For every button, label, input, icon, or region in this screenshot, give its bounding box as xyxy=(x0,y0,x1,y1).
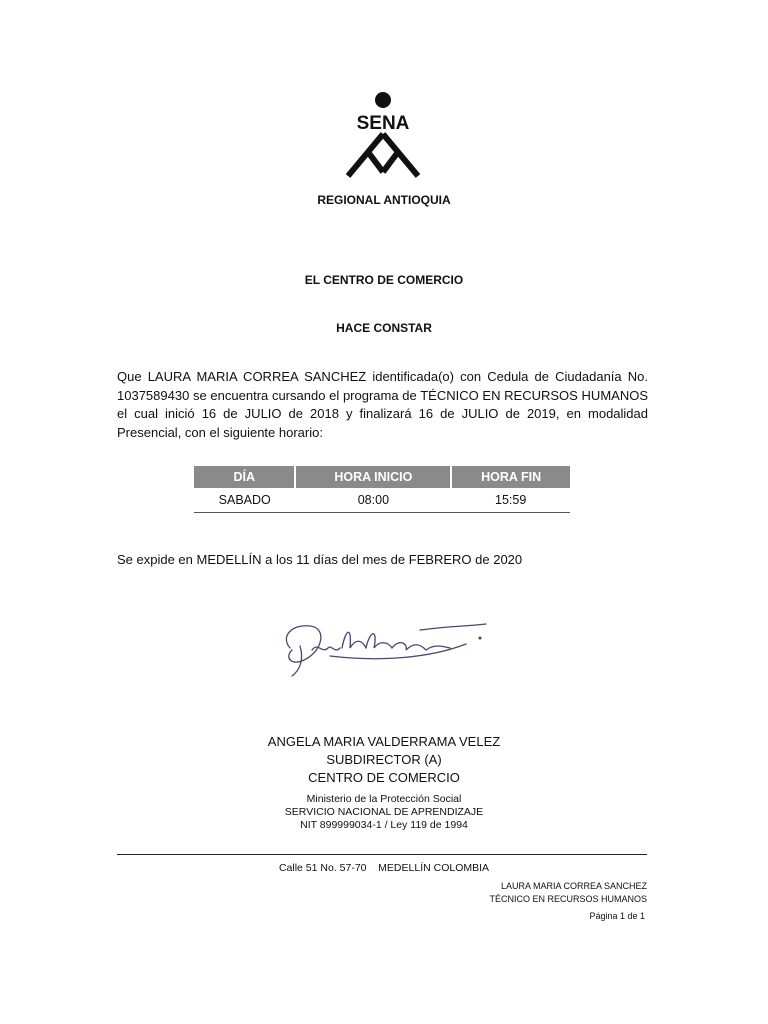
col-header-dia: DÍA xyxy=(194,466,295,488)
ministry-block xyxy=(0,793,768,832)
col-header-hora-inicio: HORA INICIO xyxy=(295,466,451,488)
cell-hora-inicio: 08:00 xyxy=(295,488,451,513)
issue-statement: Se expide en MEDELLÍN a los 11 días del mes de FEBRERO de 2020 xyxy=(117,552,523,567)
footer-program: TÉCNICO EN RECURSOS HUMANOS xyxy=(489,894,647,904)
signer-block xyxy=(0,733,768,787)
signer-office: CENTRO DE COMERCIO xyxy=(308,770,460,785)
ministry-line-3: NIT 899999034-1 / Ley 119 de 1994 xyxy=(300,819,468,831)
ministry-line-2: SERVICIO NACIONAL DE APRENDIZAJE xyxy=(284,806,484,818)
cell-hora-fin: 15:59 xyxy=(451,488,570,513)
schedule-header-row xyxy=(194,466,570,488)
svg-text:SENA: SENA xyxy=(356,113,410,134)
page-number: Página 1 de 1 xyxy=(589,911,645,921)
sena-logo xyxy=(340,88,426,180)
footer-divider xyxy=(117,854,647,855)
ministry-line-1: Ministerio de la Protección Social xyxy=(306,793,462,805)
cell-dia: SABADO xyxy=(194,488,295,513)
signer-title: SUBDIRECTOR (A) xyxy=(326,752,442,767)
table-row xyxy=(194,488,570,513)
footer-student-info xyxy=(489,880,647,906)
col-header-hora-fin: HORA FIN xyxy=(451,466,570,488)
centro-heading: EL CENTRO DE COMERCIO xyxy=(304,273,464,287)
schedule-table xyxy=(194,466,570,513)
footer-address: Calle 51 No. 57-70 MEDELLÍN COLOMBIA xyxy=(278,862,490,874)
regional-heading: REGIONAL ANTIOQUIA xyxy=(317,193,451,207)
signer-name: ANGELA MARIA VALDERRAMA VELEZ xyxy=(267,734,501,749)
hace-constar-heading: HACE CONSTAR xyxy=(336,321,432,335)
signature-image xyxy=(270,608,490,686)
footer-student-name: LAURA MARIA CORREA SANCHEZ xyxy=(500,881,647,891)
certificate-paragraph: Que LAURA MARIA CORREA SANCHEZ identificada(o) con Cedula de Ciudadanía No. 1037589430 se encuentra cursando el programa de TÉCNICO EN RECURSOS HUMANOS el cual inició 16 de JULIO de 2018 y finalizará 16 de JULIO de 2019, en modalidad Presencial, con el siguiente horario: xyxy=(117,369,648,440)
